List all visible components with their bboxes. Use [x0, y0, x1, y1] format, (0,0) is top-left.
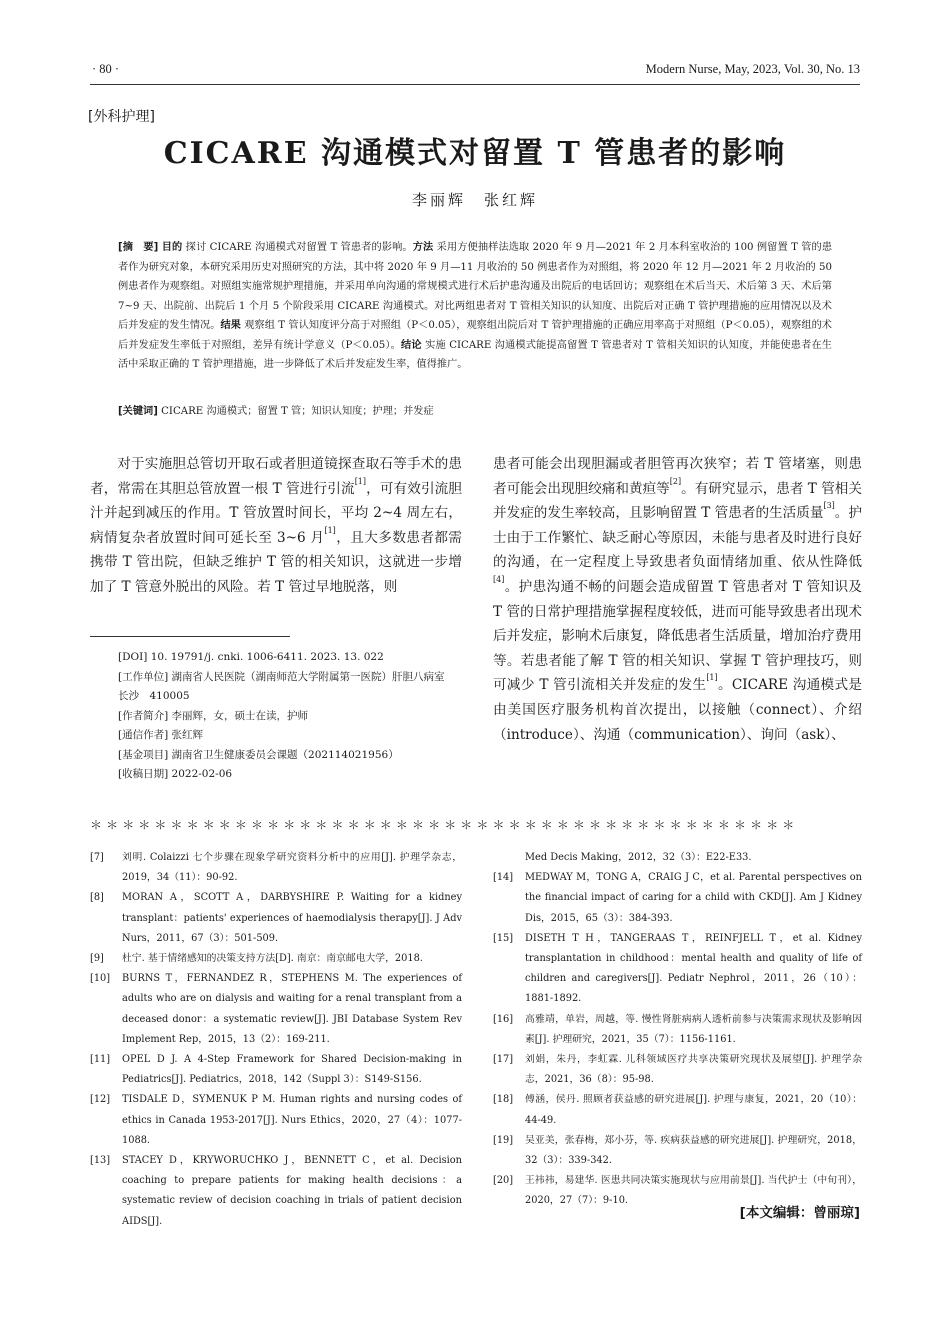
reference-item — [493, 1090, 862, 1130]
reference-text: 吴亚美，张春梅，郑小芬，等. 疾病获益感的研究进展[J]. 护理研究，2018，32（3）：339-342. — [525, 1134, 862, 1167]
body-text: ，且大多数患者都需携带 T 管出院，但缺乏维护 T 管的相关知识，这就进一步增加了 T 管意外脱出的风险。若 T 管过早地脱落，则 — [90, 529, 462, 595]
article-title: CICARE 沟通模式对留置 T 管患者的影响 — [163, 136, 787, 171]
reference-number: [7] — [90, 852, 104, 863]
reference-item — [90, 888, 462, 949]
method-label: 方法 — [412, 242, 434, 253]
objective-label: 目的 — [161, 242, 183, 253]
body-text: ，可有效引流胆汁并起到减压的作用。T 管放置时间长，平均 2~4 周左右，病情复杂者放置时间可延长至 3~6 月 — [90, 480, 462, 546]
abstract-label: [摘 要] — [118, 242, 159, 253]
reference-text: MORAN A，SCOTT A，DARBYSHIRE P. Waiting for a kidney transplant：patients' experiences of haemodialysis therapy[J]. J Adv Nurs，2011，67（3）：501-509. — [122, 892, 462, 944]
journal-info: Modern Nurse, May, 2023, Vol. 30, No. 13 — [645, 62, 860, 76]
reference-text: DISETH T H，TANGERAAS T，REINFJELL T，et al. Kidney transplantation in childhood：mental health and quality of life of children and caregivers[J]. Pediatr Nephrol，2011，26（10）：1881-1892. — [525, 932, 862, 1005]
reference-number: [10] — [90, 973, 111, 985]
reference-text: STACEY D，KRYWORUCHKO J，BENNETT C，et al. Decision coaching to prepare patients for making health decisions：a systematic review of decision coaching in trials of patient decision AIDS[J]. — [122, 1155, 462, 1227]
reference-number: [20] — [493, 1175, 514, 1187]
reference-number: [11] — [90, 1054, 111, 1066]
reference-number: [13] — [90, 1155, 111, 1167]
reference-item — [90, 1090, 462, 1151]
reference-continuation: Med Decis Making，2012，32（3）：E22-E33. — [525, 852, 752, 863]
reference-number: [17] — [493, 1054, 514, 1066]
reference-text: TISDALE D，SYMENUK P M. Human rights and nursing codes of ethics in Canada 1953-2017[J]. Nurs Ethics，2020，27（4）：1077-1088. — [122, 1094, 462, 1146]
keywords-text: CICARE 沟通模式；留置 T 管；知识认知度；护理；并发症 — [161, 406, 434, 417]
conclusion-label: 结论 — [401, 339, 422, 351]
reference-text: 王祎祎，易建华. 医患共同决策实施现状与应用前景[J]. 当代护士（中旬刊），2020，27（7）：9-10. — [525, 1175, 862, 1207]
citation: [1] — [706, 673, 718, 683]
abstract — [118, 238, 832, 375]
reference-item — [493, 1050, 862, 1090]
reference-text: 刘明. Colaizzi 七个步骤在现象学研究资料分析中的应用[J]. 护理学杂志，2019，34（11）：90-92. — [122, 852, 462, 884]
reference-number: [8] — [90, 892, 104, 904]
body-text: 。护士由于工作繁忙、缺乏耐心等原因，未能与患者及时进行良好的沟通，在一定程度上导致患者负面情绪加重、依从性降低 — [493, 505, 862, 571]
reference-item — [90, 949, 462, 969]
body-text: 。CICARE 沟通模式是由美国医疗服务机构首次提出，以接触（connect）、介绍（introduce）、沟通（communication）、询问（ask）、 — [493, 677, 862, 743]
reference-item — [493, 868, 862, 929]
reference-text: BURNS T，FERNANDEZ R，STEPHENS M. The experiences of adults who are on dialysis and waiting for a renal transplant from a deceased donor：a systematic review[J]. JBI Database System Rev Implement Rep，2015，13（2）：169-211. — [122, 973, 462, 1045]
references-left — [90, 848, 462, 1232]
reference-number: [15] — [493, 932, 514, 944]
reference-item — [493, 929, 862, 1010]
reference-number: [9] — [90, 953, 104, 965]
citation: [2] — [669, 476, 682, 486]
reference-item — [90, 969, 462, 1050]
work-unit: [工作单位] 湖南省人民医院（湖南师范大学附属第一医院）肝胆八病室 长沙 410005 — [118, 670, 456, 702]
reference-number: [14] — [493, 872, 514, 884]
reference-item — [493, 1010, 862, 1050]
reference-number: [16] — [493, 1013, 514, 1025]
received-date: [收稿日期] 2022-02-06 — [118, 768, 233, 780]
result-label: 结果 — [220, 320, 241, 331]
body-text: 患者可能会出现胆漏或者胆管再次狭窄；若 T 管堵塞，则患者可能会出现胆绞痛和黄疸等 — [493, 456, 862, 497]
reference-item — [493, 1131, 862, 1171]
doi: [DOI] 10. 19791/j. cnki. 1006-6411. 2023. 13. 022 — [118, 651, 384, 663]
reference-number: [19] — [493, 1134, 514, 1146]
reference-text: 高雅靖，单岩，周越，等. 慢性肾脏病病人透析前参与决策需求现状及影响因素[J]. 护理研究，2021，35（7）：1156-1161. — [525, 1013, 862, 1045]
body-text: 。护患沟通不畅的问题会造成留置 T 管患者对 T 管知识及 T 管的日常护理措施掌握程度较低，进而可能导致患者出现术后并发症，影响术后康复，降低患者生活质量，增加治疗费用等。若患者能了解 T 管的相关知识、掌握 T 管护理技巧，则可减少 T 管引流相关并发症的发生 — [493, 578, 862, 694]
reference-text: 刘娟，朱丹，李虹霖. 儿科领域医疗共享决策研究现状及展望[J]. 护理学杂志，2021，36（8）：95-98. — [525, 1054, 862, 1086]
editor-credit: [本文编辑：曾丽琼] — [739, 1205, 860, 1221]
citation: [1] — [324, 525, 336, 535]
conclusion-text: 实施 CICARE 沟通模式能提高留置 T 管患者对 T 管相关知识的认知度，并能使患者在生活中采取正确的 T 管护理措施，进一步降低了术后并发症发生率，值得推广。 — [118, 339, 832, 370]
author-intro: [作者简介] 李丽辉，女，硕士在读，护师 — [118, 709, 309, 722]
header-rule — [90, 84, 860, 85]
reference-item — [90, 1151, 462, 1232]
reference-text: 傅涵，侯丹. 照顾者获益感的研究进展[J]. 护理与康复，2021，20（10）：44-49. — [525, 1094, 862, 1126]
section-tag: [外科护理] — [88, 109, 155, 125]
corresponding-author: [通信作者] 张红辉 — [118, 729, 204, 741]
reference-number: [12] — [90, 1094, 111, 1106]
body-left-column — [90, 452, 462, 600]
footnotes — [90, 648, 462, 785]
reference-text: OPEL D J. A 4-Step Framework for Shared Decision-making in Pediatrics[J]. Pediatrics，2018，142（Suppl 3）：S149-S156. — [122, 1054, 462, 1086]
separator: ＊＊＊＊＊＊＊＊＊＊＊＊＊＊＊＊＊＊＊＊＊＊＊＊＊＊＊＊＊＊＊＊＊＊＊＊＊＊＊＊＊＊＊＊ — [90, 818, 799, 832]
reference-text: MEDWAY M，TONG A，CRAIG J C，et al. Parental perspectives on the financial impact of caring for a child with CKD[J]. Am J Kidney Dis，2015，65（3）：384-393. — [525, 872, 862, 924]
body-text: 对于实施胆总管切开取石或者胆道镜探查取石等手术的患者，常需在其胆总管放置一根 T 管进行引流 — [90, 456, 462, 497]
objective-text: 探讨 CICARE 沟通模式对留置 T 管患者的影响。 — [185, 242, 413, 253]
footnote-rule — [90, 636, 290, 637]
body-right-column — [493, 452, 862, 747]
citation: [3] — [823, 501, 835, 511]
reference-item — [90, 1050, 462, 1090]
result-text: 观察组 T 管认知度评分高于对照组（P＜0.05），观察组出院后对 T 管护理措施的正确应用率高于对照组（P＜0.05），观察组的术后并发症发生率低于对照组，差异有统计学意义（P＜0.05）。 — [118, 320, 832, 351]
reference-text: 杜宁. 基于情绪感知的决策支持方法[D]. 南京：南京邮电大学，2018. — [122, 953, 423, 965]
page-number: · 80 · — [92, 62, 120, 76]
reference-number: [18] — [493, 1094, 514, 1106]
authors: 李丽辉 张红辉 — [411, 191, 538, 209]
method-text: 采用方便抽样法选取 2020 年 9 月—2021 年 2 月本科室收治的 100 例留置 T 管的患者作为研究对象，本研究采用历史对照研究的方法，其中将 2020 年 9 月—11 月收治的 50 例患者作为对照组，将 2020 年 12 月—2021 年 2 月收治的 50 例患者作为观察组。对照组实施常规护理措施，并采用单向沟通的常规模式进行术后护患沟通及出院后的电话回访；观察组在术后当天、术后第 3 天、术后第 7~9 天、出院前、出院后 1 个月 5 个阶段采用 CICARE 沟通模式。对比两组患者对 T 管相关知识的认知度、出院后对正确 T 管护理措施的应用情况以及术后并发症的发生情况。 — [118, 242, 833, 331]
reference-item — [90, 848, 462, 888]
references-right — [493, 848, 862, 1212]
body-text: 。有研究显示，患者 T 管相关并发症的发生率较高，且影响留置 T 管患者的生活质量 — [493, 480, 862, 522]
citation: [1] — [354, 476, 367, 486]
keywords-label: [关键词] — [118, 406, 158, 417]
keywords — [118, 402, 832, 421]
citation: [4] — [493, 574, 505, 584]
fund: [基金项目] 湖南省卫生健康委员会课题（202114021956） — [118, 748, 399, 761]
